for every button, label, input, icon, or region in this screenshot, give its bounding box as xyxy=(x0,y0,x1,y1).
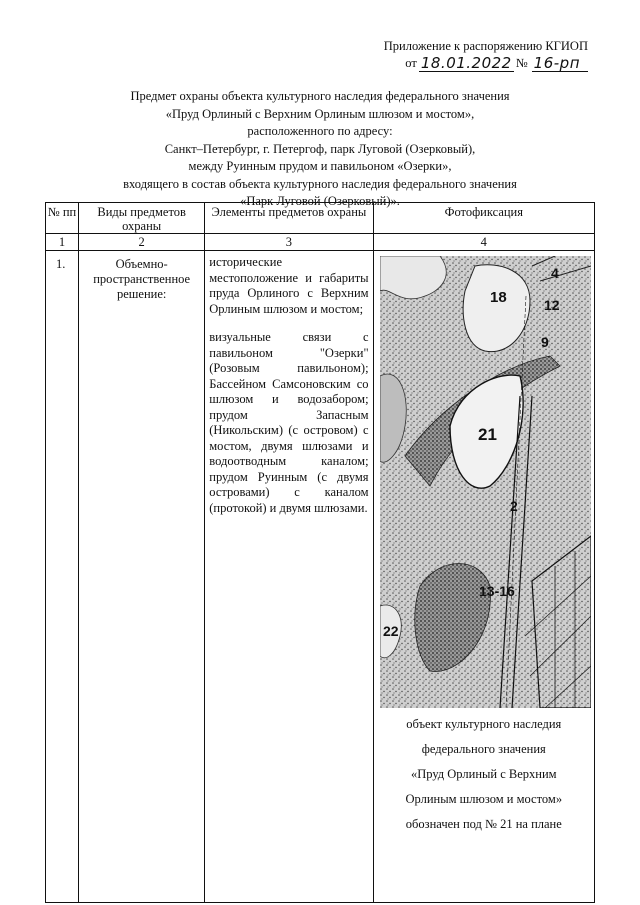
appendix-date-line xyxy=(384,55,588,72)
appendix-header xyxy=(384,38,588,72)
title-line-3: расположенного по адресу: xyxy=(247,124,393,138)
photo-caption xyxy=(374,712,594,837)
caption-line-1: объект культурного наследия xyxy=(406,717,562,731)
row-kind: Объемно-пространственное решение: xyxy=(79,251,205,903)
row-elements xyxy=(205,251,373,903)
photo-cell xyxy=(373,251,594,903)
title-line-6: входящего в состав объекта культурного наследия федерального значения xyxy=(123,176,517,191)
element-paragraph: визуальные связи с павильоном "Озерки" (Розовым павильоном); Бассейном Самсоновским со шлюзом и водозабором; прудом Запасным (Никольским) (с островом) с мостом, двумя шлюзами и водоотводным каналом; прудом Руинным (с двумя островами) с каналом (протокой) и двумя шлюзами. xyxy=(209,330,369,515)
header-number: № пп xyxy=(46,203,79,234)
header-elements: Элементы предметов охраны xyxy=(205,203,373,234)
title-line-4: Санкт–Петербург, г. Петергоф, парк Луговой (Озерковый), xyxy=(164,141,476,156)
handwritten-number: 16-рп xyxy=(532,55,588,72)
map-label: 22 xyxy=(382,623,399,639)
site-plan-map xyxy=(380,256,591,708)
element-paragraph: исторические местоположение и габариты пруда Орлиного с Верхним Орлиным шлюзом и мостом; xyxy=(209,255,369,316)
col-number-3: 3 xyxy=(205,234,373,251)
number-prefix: № xyxy=(515,56,528,70)
map-label: 12 xyxy=(543,297,560,313)
title-line-5: между Руинным прудом и павильоном «Озерки», xyxy=(188,159,452,173)
col-number-1: 1 xyxy=(46,234,79,251)
map-label: 21 xyxy=(477,425,497,444)
map-label: 13-16 xyxy=(478,583,515,599)
map-label: 9 xyxy=(540,334,549,350)
row-number: 1. xyxy=(46,251,79,903)
document-title xyxy=(60,88,580,211)
header-photo: Фотофиксация xyxy=(373,203,594,234)
title-line-2: «Пруд Орлиный с Верхним Орлиным шлюзом и мостом», xyxy=(165,106,475,121)
caption-line-3: «Пруд Орлиный с Верхним xyxy=(410,767,557,781)
column-number-row xyxy=(46,234,595,251)
map-label: 4 xyxy=(550,265,559,281)
table-row xyxy=(46,251,595,903)
header-kinds: Виды предметов охраны xyxy=(79,203,205,234)
title-line-1: Предмет охраны объекта культурного наследия федерального значения xyxy=(130,89,510,103)
map-label: 2 xyxy=(509,498,518,514)
handwritten-date: 18.01.2022 xyxy=(420,54,512,72)
caption-line-5: обозначен под № 21 на плане xyxy=(405,817,562,831)
table-header-row xyxy=(46,203,595,234)
caption-line-4: Орлиным шлюзом и мостом» xyxy=(405,792,563,806)
appendix-title: Приложение к распоряжению КГИОП xyxy=(383,39,588,53)
title-line-7: «Парк Луговой (Озерковый)». xyxy=(240,194,400,208)
protection-table xyxy=(45,202,595,903)
map-label: 18 xyxy=(489,289,507,306)
caption-line-2: федерального значения xyxy=(421,742,546,756)
col-number-4: 4 xyxy=(373,234,594,251)
date-prefix: от xyxy=(405,56,417,70)
col-number-2: 2 xyxy=(79,234,205,251)
